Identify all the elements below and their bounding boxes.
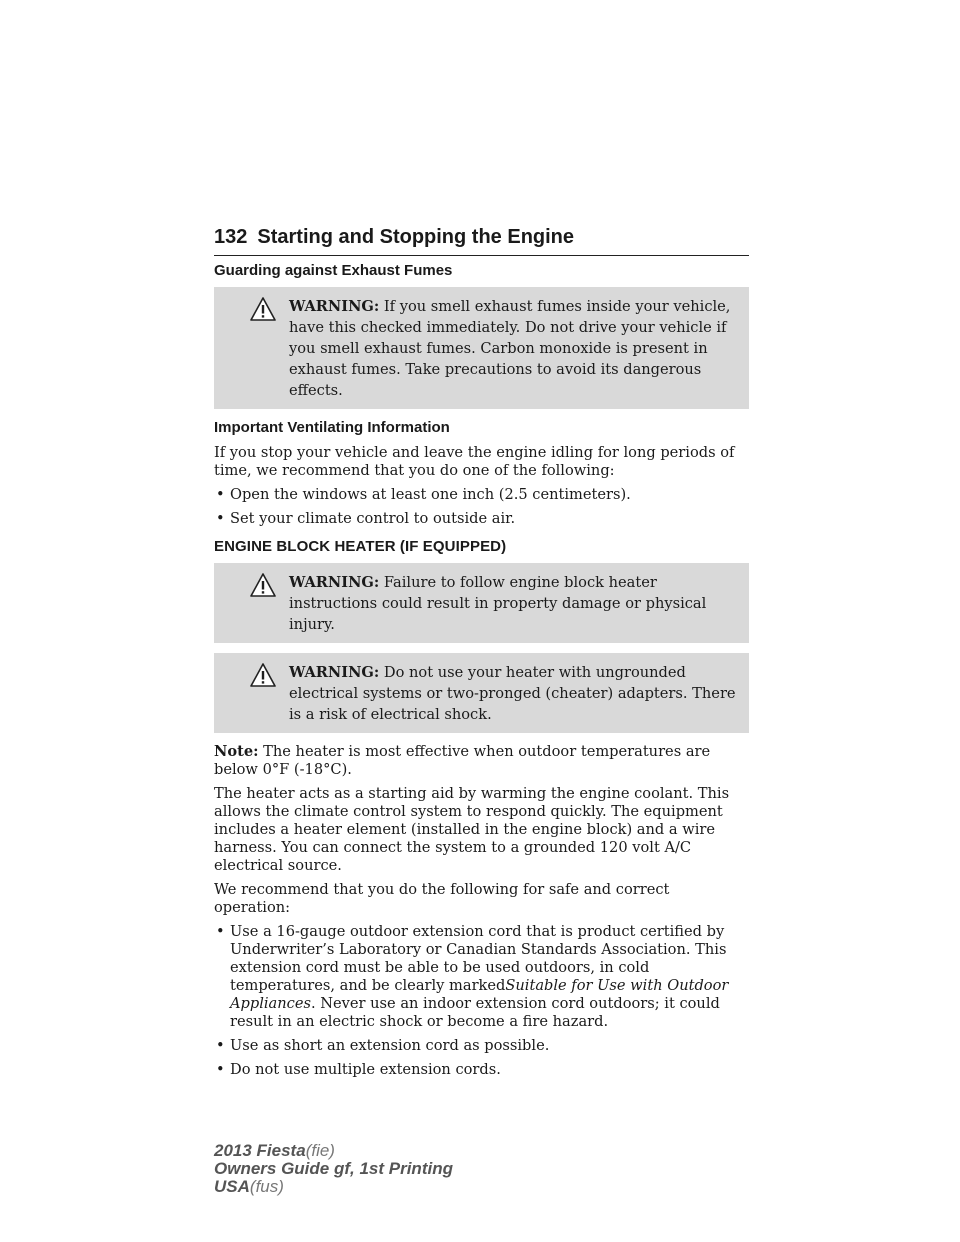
warning-triangle-icon	[250, 663, 276, 687]
page-header	[214, 226, 749, 256]
list-item: • Do not use multiple extension cords.	[214, 1061, 749, 1079]
print-footer	[214, 1142, 453, 1196]
warning-text: If you smell exhaust fumes inside your vehicle, have this checked immediately. Do not drive your vehicle if you smell exhaust fumes. Carbon monoxide is present in exhaust fumes. Take precautions to avoid its dangerous effects.	[289, 298, 731, 399]
warning-label: WARNING:	[289, 298, 380, 315]
list-item: • Use as short an extension cord as possible.	[214, 1037, 749, 1055]
footer-line-market: USA(fus)	[214, 1177, 284, 1196]
heading-ventilating: Important Ventilating Information	[214, 419, 450, 436]
page-number: 132	[214, 226, 248, 248]
list-item: • Open the windows at least one inch (2.5 centimeters).	[214, 486, 749, 504]
warning-label: WARNING:	[289, 574, 380, 591]
warning-label: WARNING:	[289, 664, 380, 681]
list-item: • Set your climate control to outside air.	[214, 510, 749, 528]
ventilating-list	[214, 486, 749, 528]
heater-recommendation-list	[214, 923, 749, 1079]
warning-box-electrical-shock	[214, 653, 749, 733]
italic-marking: Suitable for Use with Outdoor Appliances	[230, 977, 729, 1012]
heading-block-heater: ENGINE BLOCK HEATER (IF EQUIPPED)	[214, 538, 507, 555]
note-label: Note:	[214, 743, 259, 760]
heater-description: The heater acts as a starting aid by warming the engine coolant. This allows the climate control system to respond quickly. The equipment includes a heater element (installed in the engine block) and a wire harness. You can connect the system to a grounded 120 volt A/C electrical source.	[214, 785, 730, 874]
heading-exhaust-fumes: Guarding against Exhaust Fumes	[214, 262, 453, 279]
warning-box-heater-instructions	[214, 563, 749, 643]
footer-line-model: 2013 Fiesta(fie)	[214, 1141, 335, 1160]
warning-triangle-icon	[250, 573, 276, 597]
footer-line-guide: Owners Guide gf, 1st Printing	[214, 1159, 453, 1178]
warning-text: Do not use your heater with ungrounded electrical systems or two-pronged (cheater) adapters. There is a risk of electrical shock.	[289, 664, 736, 723]
heater-recommendation-intro: We recommend that you do the following for safe and correct operation:	[214, 881, 670, 916]
ventilating-intro: If you stop your vehicle and leave the engine idling for long periods of time, we recommend that you do one of the following:	[214, 444, 735, 479]
warning-triangle-icon	[250, 297, 276, 321]
note-text: The heater is most effective when outdoor temperatures are below 0°F (-18°C).	[214, 743, 711, 778]
manual-page	[214, 226, 749, 1085]
note-paragraph	[214, 743, 749, 779]
list-item: • Use a 16-gauge outdoor extension cord that is product certified by Underwriter’s Laboratory or Canadian Standards Association. This extension cord must be able to be used outdoors, in cold temperatures, and be clearly markedSuitable for Use with Outdoor Appliances. Never use an indoor extension cord outdoors; it could result in an electric shock or become a fire hazard.	[214, 923, 749, 1031]
warning-text: Failure to follow engine block heater instructions could result in property damage or physical injury.	[289, 574, 707, 633]
section-title: Starting and Stopping the Engine	[257, 226, 575, 248]
warning-box-exhaust	[214, 287, 749, 409]
